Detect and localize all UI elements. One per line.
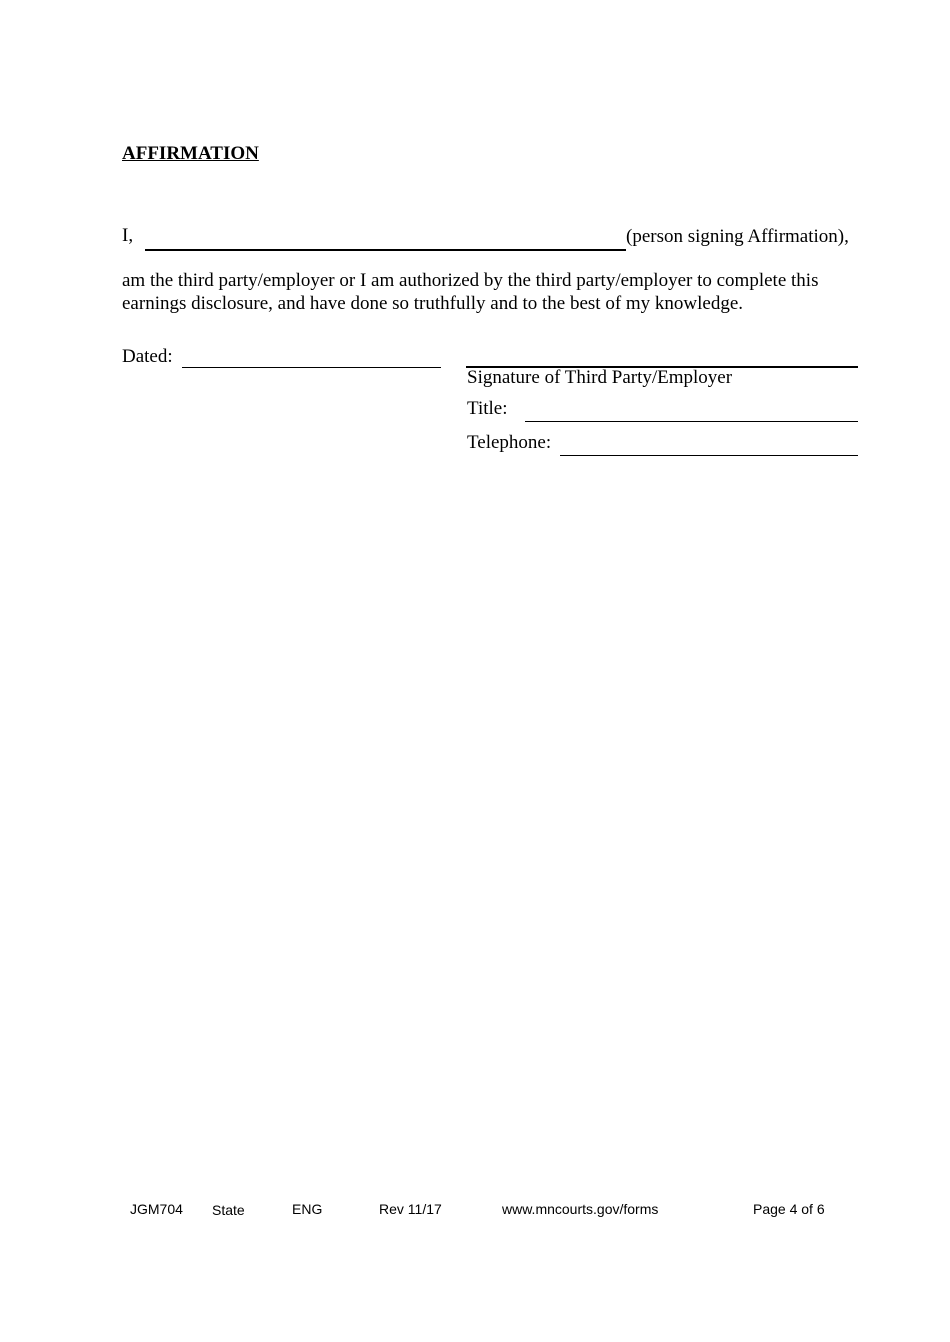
section-heading: AFFIRMATION xyxy=(122,143,259,164)
dated-underline xyxy=(182,367,441,368)
footer-revision: Rev 11/17 xyxy=(379,1201,442,1217)
statement-line-1: am the third party/employer or I am authorized by the third party/employer to complete this xyxy=(122,270,819,291)
telephone-label: Telephone: xyxy=(467,432,552,453)
dated-field[interactable] xyxy=(182,345,440,367)
signer-caption: (person signing Affirmation), xyxy=(626,226,849,247)
footer-website: www.mncourts.gov/forms xyxy=(502,1201,659,1217)
affirmation-statement xyxy=(122,269,862,315)
footer-page-number: Page 4 of 6 xyxy=(753,1201,825,1217)
telephone-underline xyxy=(560,455,858,456)
title-field[interactable] xyxy=(525,398,857,420)
telephone-field[interactable] xyxy=(560,432,857,454)
signature-caption: Signature of Third Party/Employer xyxy=(467,367,733,388)
i-label: I, xyxy=(122,225,134,246)
statement-line-2: earnings disclosure, and have done so truthfully and to the best of my knowledge. xyxy=(122,293,744,314)
signer-name-field[interactable] xyxy=(145,226,625,248)
footer-jurisdiction: State xyxy=(212,1202,245,1218)
dated-label: Dated: xyxy=(122,346,173,367)
title-label: Title: xyxy=(467,398,508,419)
title-underline xyxy=(525,421,858,422)
footer-form-code: JGM704 xyxy=(130,1201,183,1217)
footer-language: ENG xyxy=(292,1201,323,1217)
signer-name-underline xyxy=(145,249,626,251)
signature-field[interactable] xyxy=(466,345,857,367)
